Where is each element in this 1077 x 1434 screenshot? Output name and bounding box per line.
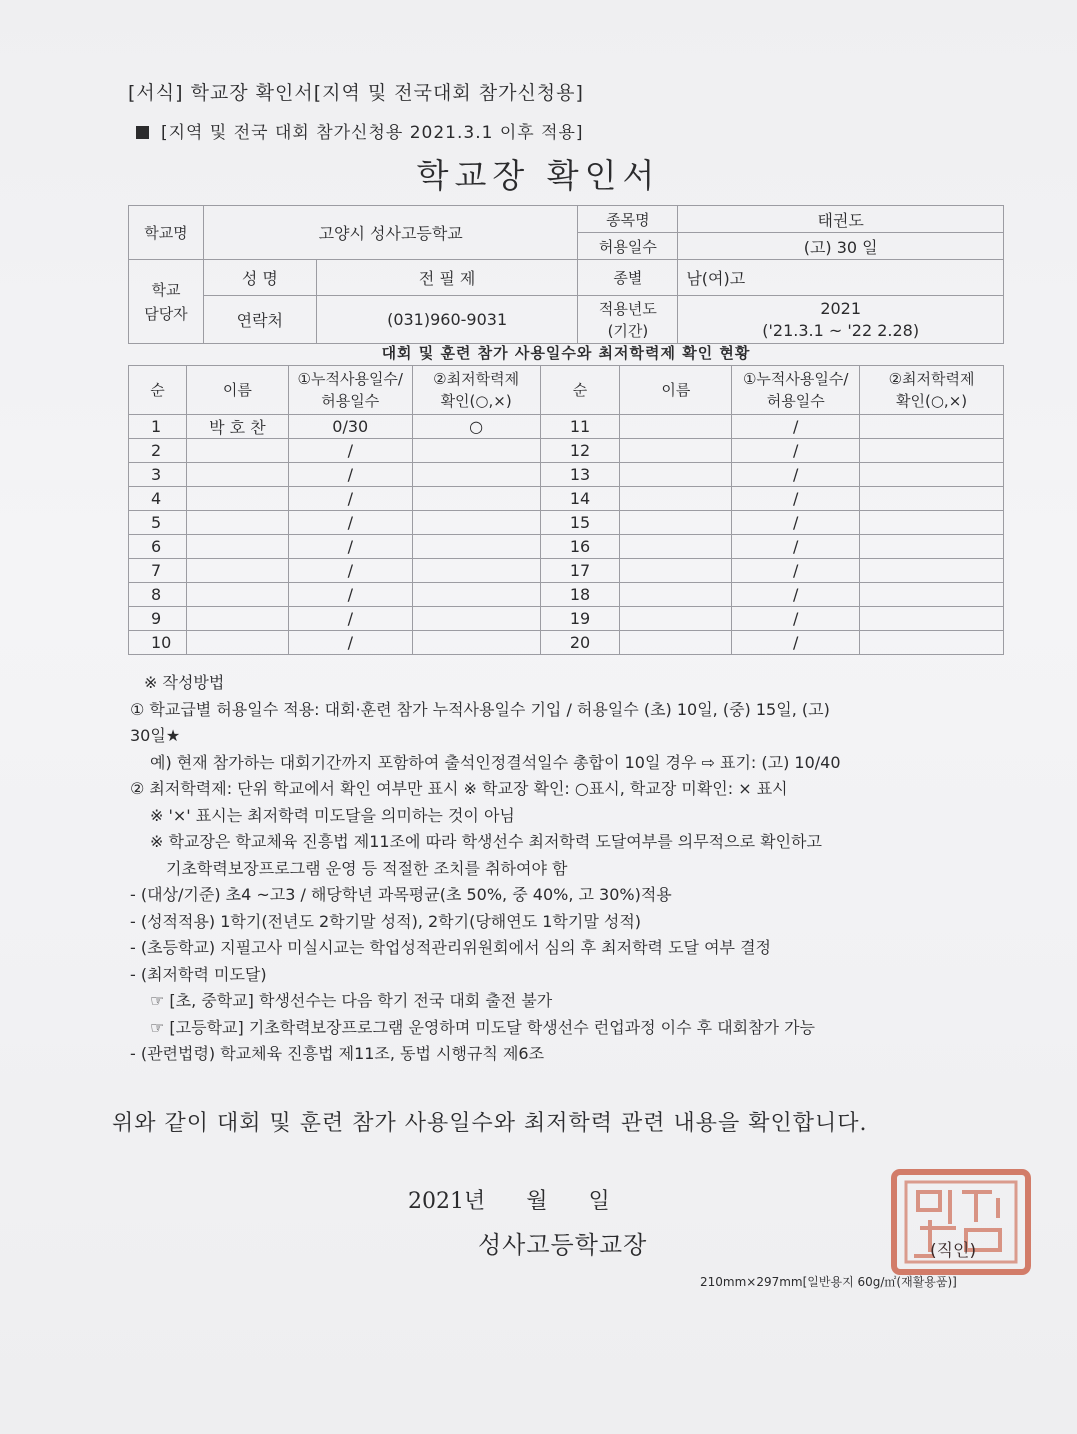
event-value: 태권도 [678,206,1004,233]
row-days: / [732,631,860,655]
row-days: / [732,511,860,535]
row-name [186,439,288,463]
row-number: 2 [129,439,187,463]
row-days: / [732,607,860,631]
row-days: 0/30 [288,415,412,439]
row-check [860,415,1004,439]
row-check [860,439,1004,463]
row-check [412,631,540,655]
col-header-days: ①누적사용일수/ 허용일수 [732,366,860,415]
col-header-check: ②최저학력제 확인(○,×) [860,366,1004,415]
row-days: / [732,415,860,439]
row-check [860,631,1004,655]
row-number: 5 [129,511,187,535]
row-number: 16 [540,535,620,559]
row-days: / [288,631,412,655]
summary-title: 대회 및 훈련 참가 사용일수와 최저학력제 확인 현황 [381,344,751,362]
row-name [186,535,288,559]
square-bullet-icon [136,126,149,139]
apply-note [136,118,584,143]
confirmation-statement: 위와 같이 대회 및 훈련 참가 사용일수와 최저학력 관련 내용을 확인합니다. [112,1111,868,1136]
col-header-no: 순 [129,366,187,415]
row-days: / [288,511,412,535]
table-row [129,415,1004,439]
row-days: / [288,559,412,583]
year-label: 적용년도 (기간) [578,296,678,344]
instruction-line: - (초등학교) 지필고사 미실시교는 학업성적관리위원회에서 심의 후 최저학력 도달 여부 결정 [130,938,771,957]
row-name [620,415,732,439]
instruction-line: ② 최저학력제: 단위 학교에서 확인 여부만 표시 ※ 학교장 확인: ○표시, 학교장 미확인: × 표시 [130,779,788,798]
form-label: [서식] 학교장 확인서[지역 및 전국대회 참가신청용] [128,82,584,104]
school-name-label: 학교명 [129,206,204,260]
info-table [128,205,1004,344]
row-number: 17 [540,559,620,583]
table-row [129,559,1004,583]
col-header-name: 이름 [186,366,288,415]
row-name [620,559,732,583]
row-days: / [732,559,860,583]
row-number: 19 [540,607,620,631]
instruction-line: - (성적적용) 1학기(전년도 2학기말 성적), 2학기(당해연도 1학기말 성적) [130,911,642,931]
col-header-check: ②최저학력제 확인(○,×) [412,366,540,415]
row-check: ○ [412,415,540,439]
contact-value: (031)960-9031 [316,296,578,344]
row-name [186,607,288,631]
row-number: 13 [540,463,620,487]
row-name [620,607,732,631]
row-name: 박 호 찬 [186,415,288,439]
instructions-heading: ※ 작성방법 [144,673,225,692]
year-cell [678,296,1004,344]
row-check [412,559,540,583]
instructions [130,670,1020,1068]
roster-header-row [129,366,1004,415]
row-name [620,463,732,487]
row-number: 9 [129,607,187,631]
row-days: / [732,487,860,511]
instruction-line: ☞ [초, 중학교] 학생선수는 다음 학기 전국 대회 출전 불가 [150,991,553,1010]
row-name [186,487,288,511]
row-name [620,535,732,559]
row-number: 18 [540,583,620,607]
instruction-line: 기초학력보장프로그램 운영 등 적절한 조치를 취하여야 함 [166,858,568,878]
instruction-line: - (대상/기준) 초4 ~고3 / 해당학년 과목평균(초 50%, 중 40%, 고 30%)적용 [130,885,672,904]
table-row [129,511,1004,535]
row-check [412,583,540,607]
row-days: / [288,607,412,631]
event-label: 종목명 [578,206,678,233]
row-days: / [732,583,860,607]
row-days: / [288,535,412,559]
row-number: 11 [540,415,620,439]
instruction-line: - (최저학력 미도달) [130,964,267,984]
table-row [129,487,1004,511]
table-row [129,535,1004,559]
row-days: / [732,439,860,463]
row-name [186,463,288,487]
row-days: / [732,535,860,559]
row-check [412,439,540,463]
row-number: 3 [129,463,187,487]
row-check [860,511,1004,535]
row-name [186,559,288,583]
table-row [129,607,1004,631]
instruction-line: - (관련법령) 학교체육 진흥법 제11조, 동법 시행규칙 제6조 [130,1044,545,1063]
row-check [412,535,540,559]
row-days: / [288,487,412,511]
row-number: 12 [540,439,620,463]
row-check [412,607,540,631]
row-name [186,511,288,535]
col-header-no: 순 [540,366,620,415]
school-name: 고양시 성사고등학교 [203,206,578,260]
table-row [129,463,1004,487]
row-check [860,535,1004,559]
allowed-days-value: (고) 30 일 [678,233,1004,260]
instruction-line: 30일★ [130,726,181,745]
principal-title: 성사고등학교장 [478,1231,648,1259]
paper-spec-note: 210mm×297mm[일반용지 60g/㎡(재활용품)] [700,1275,957,1289]
row-number: 10 [129,631,187,655]
row-days: / [288,439,412,463]
table-row [129,439,1004,463]
col-header-name: 이름 [620,366,732,415]
row-days: / [288,463,412,487]
manager-label: 학교 담당자 [129,260,204,344]
row-name [186,631,288,655]
allowed-days-label: 허용일수 [578,233,678,260]
row-number: 20 [540,631,620,655]
row-number: 6 [129,535,187,559]
year-value: 2021 [820,298,862,318]
category-label: 종별 [578,260,678,296]
period-value: ('21.3.1 ~ '22 2.28) [762,320,920,340]
row-check [860,583,1004,607]
row-name [620,439,732,463]
row-number: 1 [129,415,187,439]
contact-label: 연락처 [203,296,316,344]
row-check [860,559,1004,583]
signature-date: 2021년 월 일 [408,1189,610,1214]
row-number: 14 [540,487,620,511]
row-check [412,487,540,511]
instruction-line: ※ '×' 표시는 최저학력 미도달을 의미하는 것이 아님 [150,805,515,825]
row-name [620,631,732,655]
row-number: 7 [129,559,187,583]
table-row [129,631,1004,655]
instruction-line: ☞ [고등학교] 기초학력보장프로그램 운영하며 미도달 학생선수 런업과정 이수 후 대회참가 가능 [150,1017,816,1037]
row-days: / [732,463,860,487]
row-number: 8 [129,583,187,607]
row-check [860,463,1004,487]
row-check [412,511,540,535]
instruction-line: ※ 학교장은 학교체육 진흥법 제11조에 따라 학생선수 최저학력 도달여부를 의무적으로 확인하고 [150,832,822,851]
table-row [129,583,1004,607]
instruction-line: ① 학교급별 허용일수 적용: 대회·훈련 참가 누적사용일수 기입 / 허용일수 (초) 10일, (중) 15일, (고) [130,699,830,719]
row-name [620,487,732,511]
name-label: 성 명 [203,260,316,296]
row-name [186,583,288,607]
roster-table [128,365,1004,655]
row-number: 4 [129,487,187,511]
document-title: 학교장 확인서 [416,156,661,195]
category-value: 남(여)고 [678,260,1004,296]
row-check [412,463,540,487]
row-number: 15 [540,511,620,535]
row-check [860,607,1004,631]
seal-label: (직인) [930,1241,977,1261]
apply-note-text: [지역 및 전국 대회 참가신청용 2021.3.1 이후 적용] [161,123,584,143]
instruction-line: 예) 현재 참가하는 대회기간까지 포함하여 출석인정결석일수 총합이 10일 경우 ⇨ 표기: (고) 10/40 [150,752,841,772]
name-value: 전 필 제 [316,260,578,296]
row-name [620,511,732,535]
col-header-days: ①누적사용일수/ 허용일수 [288,366,412,415]
row-days: / [288,583,412,607]
row-check [860,487,1004,511]
row-name [620,583,732,607]
